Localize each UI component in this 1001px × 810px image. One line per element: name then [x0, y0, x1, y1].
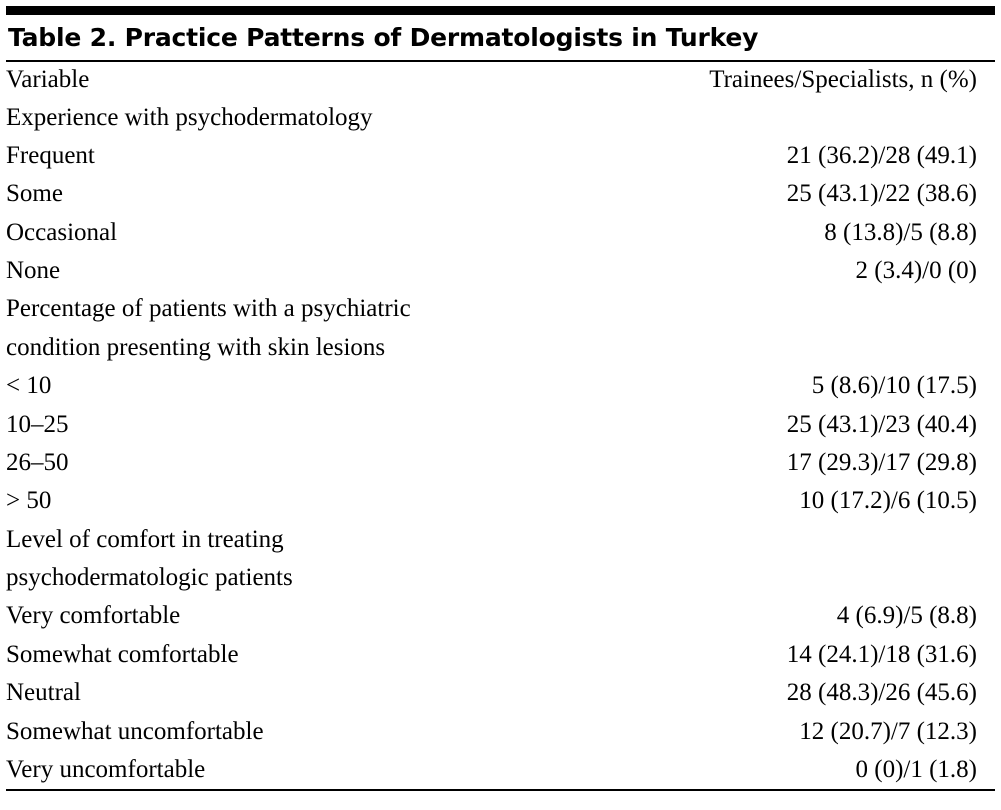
row-value	[570, 559, 995, 597]
row-value: 0 (0)/1 (1.8)	[855, 755, 977, 783]
row-value: 2 (3.4)/0 (0)	[855, 257, 977, 284]
row-label: Percentage of patients with a psychiatric	[6, 295, 411, 323]
table-row	[6, 99, 995, 137]
row-value	[570, 521, 995, 559]
table-row	[6, 329, 995, 367]
row-label: condition presenting with skin lesions	[6, 333, 386, 361]
row-label: Some	[6, 180, 63, 208]
row-label: Very comfortable	[6, 602, 181, 630]
row-label: Experience with psychodermatology	[6, 103, 373, 131]
row-label: psychodermatologic patients	[6, 564, 293, 591]
table-body	[6, 99, 995, 790]
row-value: 28 (48.3)/26 (45.6)	[786, 679, 977, 707]
row-label: Neutral	[6, 679, 81, 707]
table-row	[6, 252, 995, 290]
row-value: 4 (6.9)/5 (8.8)	[836, 602, 977, 630]
table-container	[0, 6, 1001, 791]
table-row	[6, 482, 995, 520]
table-row	[6, 521, 995, 559]
row-label: Occasional	[6, 218, 118, 246]
table-row	[6, 290, 995, 328]
row-value: 12 (20.7)/7 (12.3)	[799, 717, 977, 745]
row-label: 10–25	[6, 410, 69, 438]
table-row	[6, 597, 995, 635]
row-label: Very uncomfortable	[6, 755, 206, 783]
table-row	[6, 713, 995, 751]
table-row	[6, 559, 995, 597]
row-value: 25 (43.1)/22 (38.6)	[786, 180, 977, 208]
table-row	[6, 367, 995, 405]
row-value: 14 (24.1)/18 (31.6)	[786, 640, 977, 668]
table-bottom-rule	[6, 789, 995, 791]
column-header-trainees-specialists: Trainees/Specialists, n (%)	[709, 66, 977, 93]
table-row	[6, 137, 995, 175]
row-label: > 50	[6, 487, 52, 515]
row-value	[570, 329, 995, 367]
column-header-variable: Variable	[6, 66, 90, 93]
table-row	[6, 674, 995, 712]
row-label: Frequent	[6, 141, 95, 169]
row-label: < 10	[6, 372, 52, 400]
row-value	[570, 99, 995, 137]
row-value: 17 (29.3)/17 (29.8)	[786, 448, 977, 476]
row-label: Somewhat comfortable	[6, 640, 239, 668]
table-row	[6, 214, 995, 252]
table-row	[6, 406, 995, 444]
row-value	[570, 290, 995, 328]
row-value: 21 (36.2)/28 (49.1)	[786, 141, 977, 169]
table-row	[6, 751, 995, 789]
practice-patterns-table	[6, 62, 995, 789]
table-row	[6, 636, 995, 674]
row-label: Level of comfort in treating	[6, 525, 284, 553]
table-row	[6, 175, 995, 213]
row-value: 25 (43.1)/23 (40.4)	[786, 410, 977, 438]
row-label: Somewhat uncomfortable	[6, 717, 264, 745]
table-header-row	[6, 62, 995, 99]
row-value: 10 (17.2)/6 (10.5)	[799, 487, 977, 515]
row-value: 8 (13.8)/5 (8.8)	[824, 218, 977, 246]
row-value: 5 (8.6)/10 (17.5)	[811, 372, 977, 400]
table-caption: Table 2. Practice Patterns of Dermatologists in Turkey	[8, 23, 759, 52]
table-top-rule	[6, 6, 995, 15]
row-label: 26–50	[6, 448, 69, 476]
row-label: None	[6, 257, 61, 284]
table-row	[6, 444, 995, 482]
